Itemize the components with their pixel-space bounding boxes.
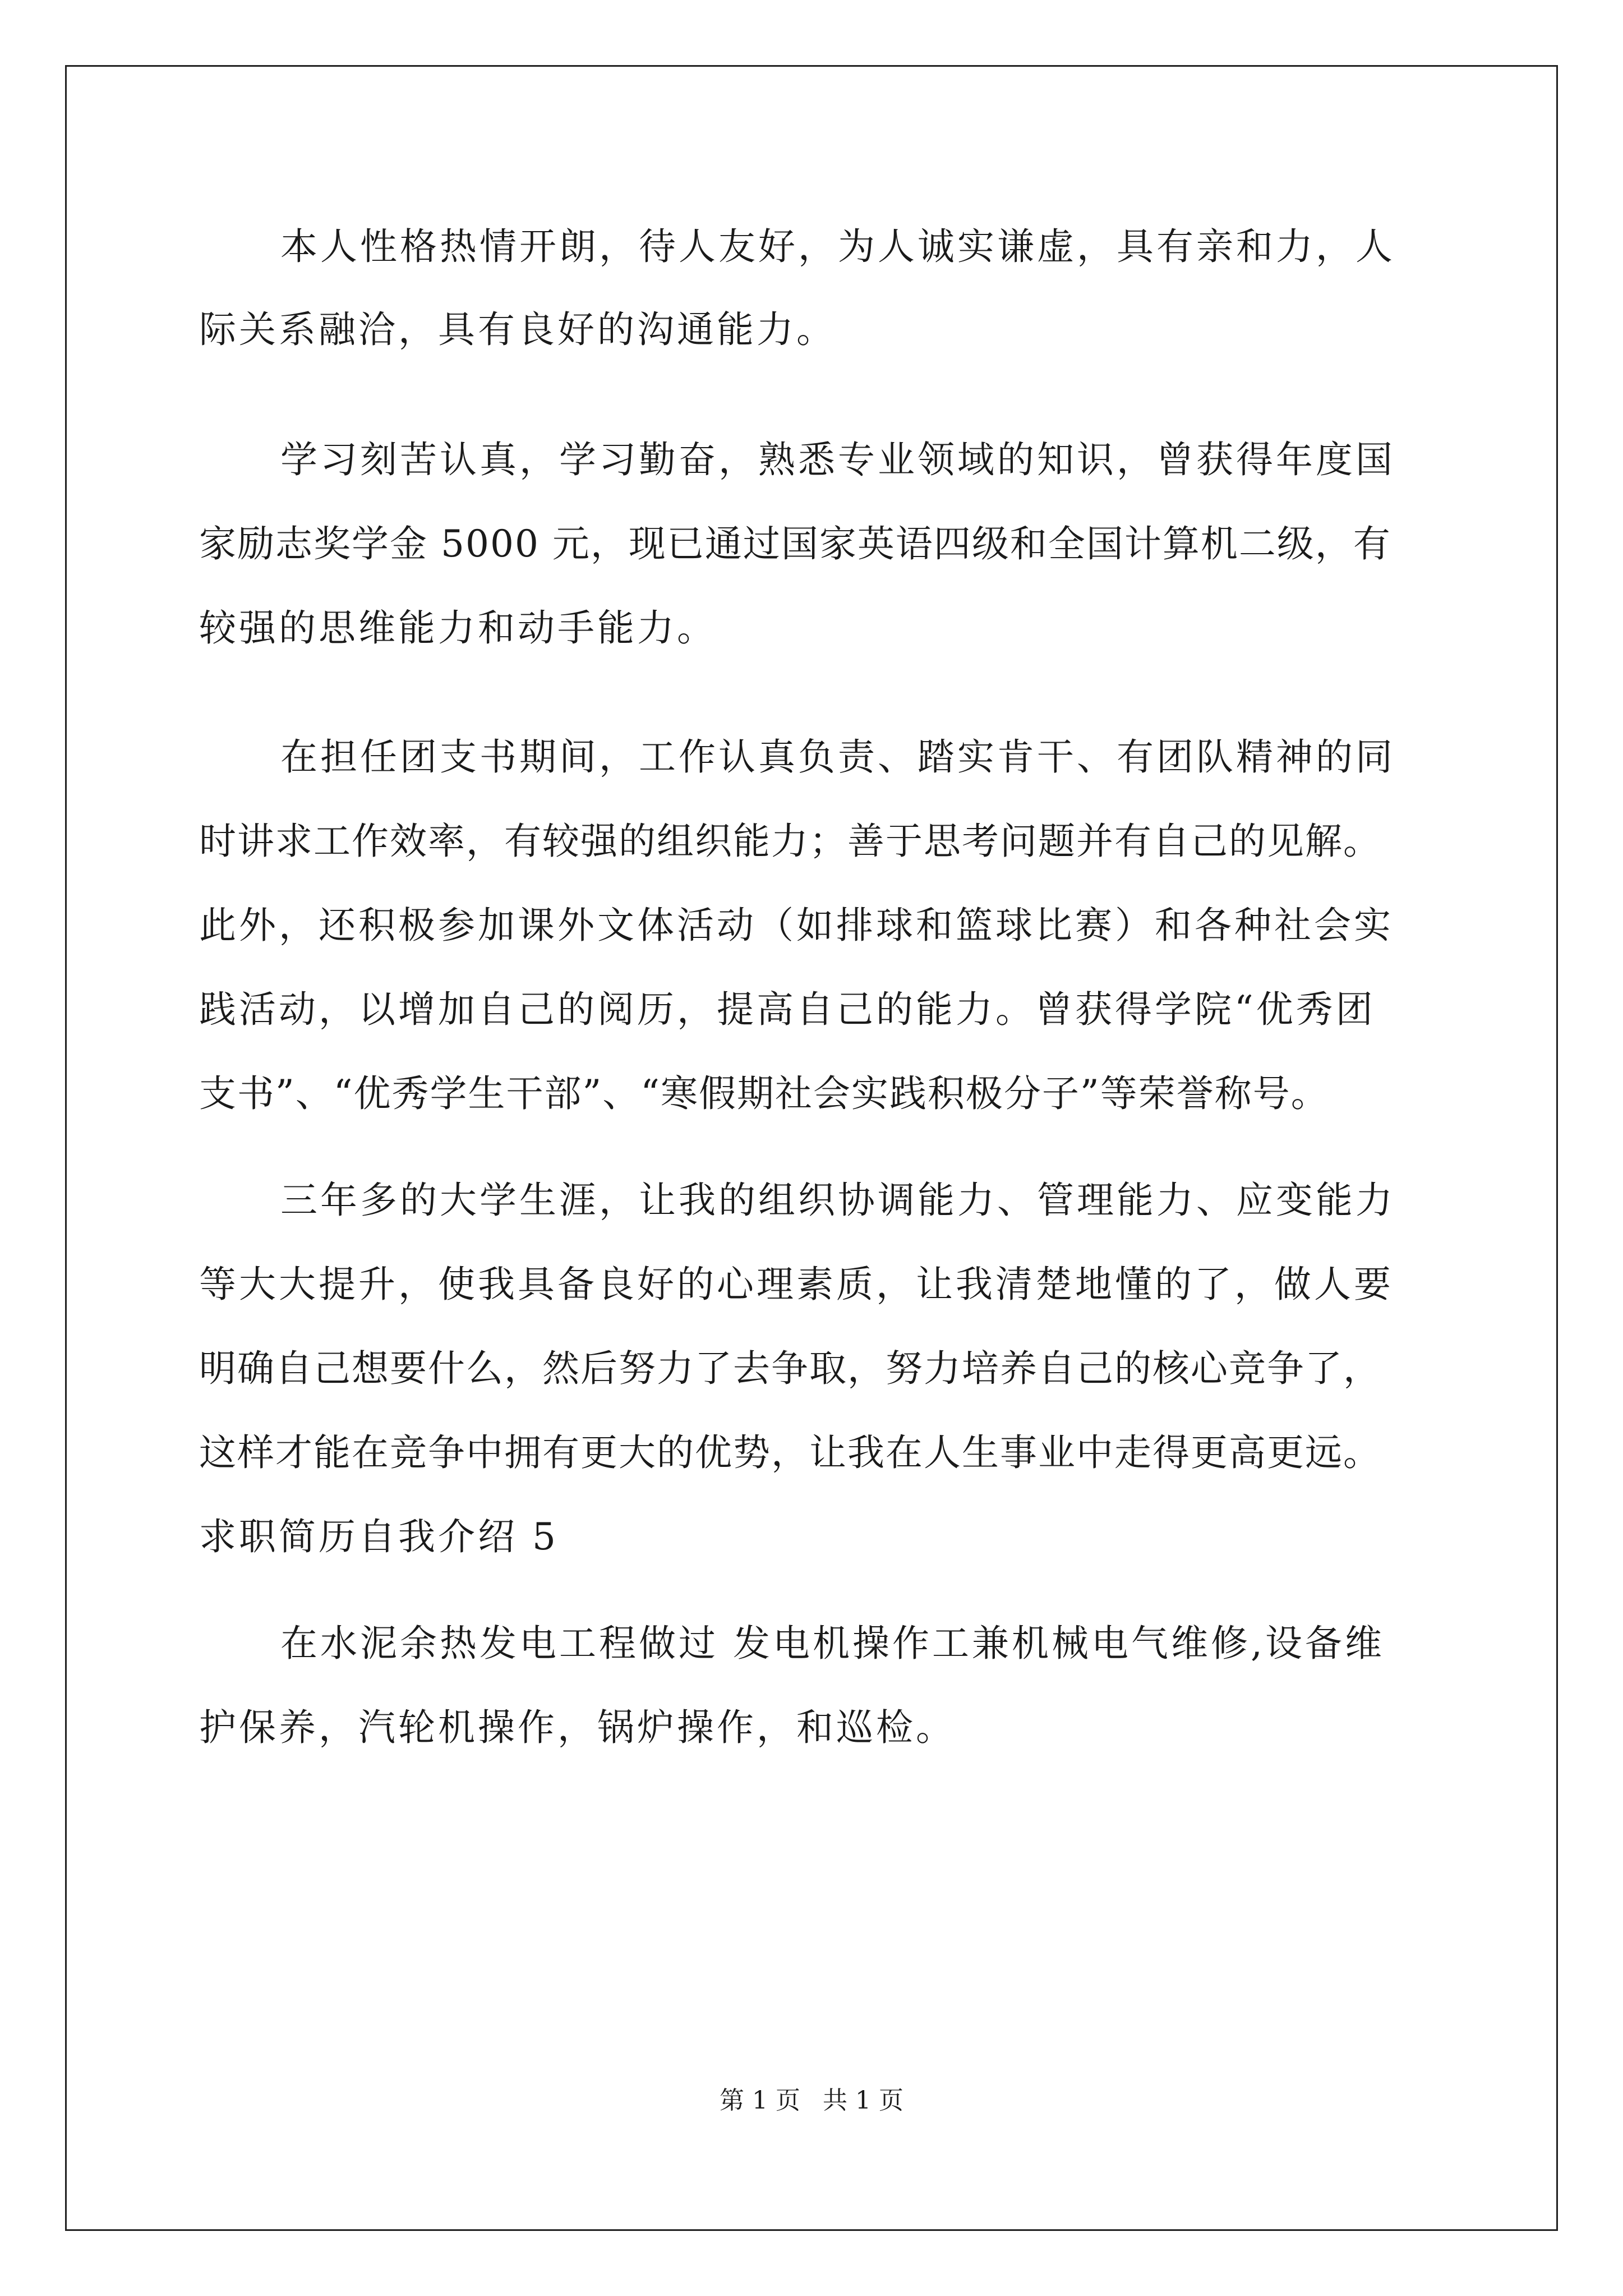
paragraph-line: 际关系融洽，具有良好的沟通能力。: [199, 308, 836, 351]
paragraph-line: 家励志奖学金 5000 元，现已通过国家英语四级和全国计算机二级，有: [199, 522, 1391, 565]
paragraph-line: 时讲求工作效率，有较强的组织能力；善于思考问题并有自己的见解。: [199, 820, 1381, 863]
page-number-current: 第 1 页: [720, 2086, 800, 2115]
section-heading: 求职简历自我介绍 5: [199, 1515, 559, 1558]
paragraph-line: 等大大提升，使我具备良好的心理素质，让我清楚地懂的了，做人要: [199, 1263, 1394, 1306]
paragraph-line: 明确自己想要什么，然后努力了去争取，努力培养自己的核心竞争了，: [199, 1347, 1381, 1390]
paragraph-line: 三年多的大学生涯，让我的组织协调能力、管理能力、应变能力: [280, 1179, 1395, 1222]
page-footer: [0, 2084, 1623, 2118]
page-border: [65, 65, 1558, 2231]
page-number-total: 共 1 页: [823, 2086, 903, 2115]
paragraph-line: 在水泥余热发电工程做过 发电机操作工兼机械电气维修,设备维: [280, 1622, 1385, 1665]
paragraph-line: 护保养，汽轮机操作，锅炉操作，和巡检。: [199, 1706, 956, 1749]
paragraph-line: 本人性格热情开朗，待人友好，为人诚实谦虚，具有亲和力，人: [280, 225, 1395, 268]
paragraph-line: 此外，还积极参加课外文体活动（如排球和篮球比赛）和各种社会实: [199, 904, 1394, 947]
paragraph-line: 学习刻苦认真，学习勤奋，熟悉专业领域的知识，曾获得年度国: [280, 438, 1395, 481]
paragraph-line: 这样才能在竞争中拥有更大的优势，让我在人生事业中走得更高更远。: [199, 1431, 1381, 1474]
paragraph-line: 在担任团支书期间，工作认真负责、踏实肯干、有团队精神的同: [280, 735, 1395, 779]
paragraph-line: 践活动，以增加自己的阅历，提高自己的能力。曾获得学院“优秀团: [199, 988, 1376, 1031]
paragraph-line: 支书”、“优秀学生干部”、“寒假期社会实践积极分子”等荣誉称号。: [199, 1072, 1329, 1115]
paragraph-line: 较强的思维能力和动手能力。: [199, 606, 717, 650]
